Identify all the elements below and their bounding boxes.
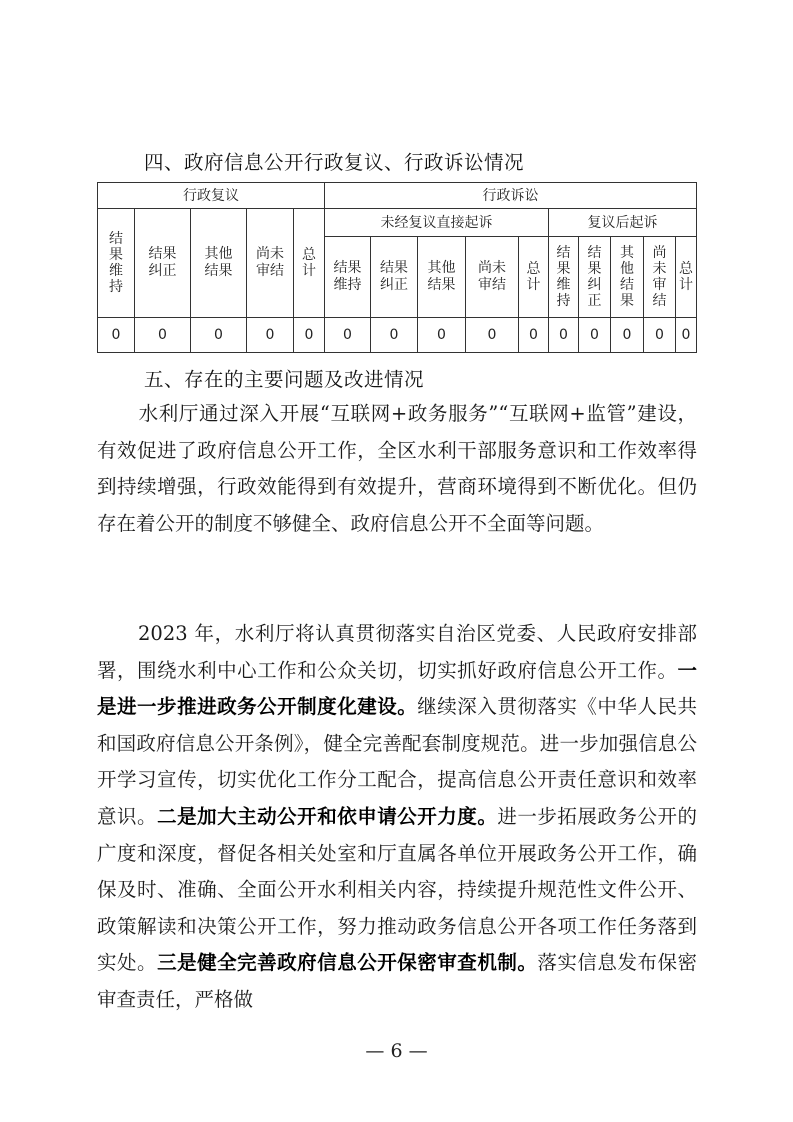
paragraph-improvements bbox=[97, 616, 697, 1019]
point-1-title: 一是进一步推进政务公开制度化建设。 bbox=[97, 658, 697, 719]
point-2-body: 进一步拓展政务公开的广度和深度，督促各相关处室和厅直属各单位开展政务公开工作，确保及时、准确、全面公开水利相关内容，持续提升规范性文件公开、政策解读和决策公开工作，努力推动政务信息公开各项工作任务落到实处。 bbox=[97, 804, 697, 975]
improvements-intro: 2023 年，水利厅将认真贯彻落实自治区党委、人民政府安排部署，围绕水利中心工作和公众关切，切实抓好政府信息公开工作。 bbox=[97, 622, 697, 682]
after-review-value-5: 0 bbox=[676, 318, 697, 353]
header-direct-litigation: 未经复议直接起诉 bbox=[325, 209, 549, 237]
after-review-value-2: 0 bbox=[579, 318, 611, 353]
direct-col-2: 结果纠正 bbox=[371, 237, 418, 318]
review-value-5: 0 bbox=[294, 318, 325, 353]
review-value-4: 0 bbox=[247, 318, 294, 353]
direct-value-1: 0 bbox=[325, 318, 371, 353]
header-administrative-review: 行政复议 bbox=[98, 183, 325, 209]
review-col-4: 尚未审结 bbox=[247, 209, 294, 318]
after-review-col-2: 结果纠正 bbox=[579, 237, 611, 318]
direct-col-5: 总计 bbox=[519, 237, 549, 318]
review-litigation-table bbox=[97, 182, 697, 353]
review-col-5: 总计 bbox=[294, 209, 325, 318]
direct-col-4: 尚未审结 bbox=[466, 237, 519, 318]
direct-value-2: 0 bbox=[371, 318, 418, 353]
after-review-value-1: 0 bbox=[549, 318, 579, 353]
after-review-col-5: 总计 bbox=[676, 237, 697, 318]
review-value-3: 0 bbox=[191, 318, 247, 353]
section-4-heading: 四、政府信息公开行政复议、行政诉讼情况 bbox=[144, 151, 525, 174]
paragraph-problems-text: 水利厅通过深入开展“互联网+政务服务”“互联网+监管”建设，有效促进了政府信息公开工作，全区水利干部服务意识和工作效率得到持续增强，行政效能得到有效提升，营商环境得到不断优化。但仍存在着公开的制度不够健全、政府信息公开不全面等问题。 bbox=[97, 402, 697, 535]
direct-value-4: 0 bbox=[466, 318, 519, 353]
point-2-title: 二是加大主动公开和依申请公开力度。 bbox=[157, 804, 498, 828]
header-administrative-litigation: 行政诉讼 bbox=[325, 183, 697, 209]
direct-col-1: 结果维持 bbox=[325, 237, 371, 318]
review-col-1: 结果维持 bbox=[98, 209, 135, 318]
table-row-values bbox=[98, 318, 697, 353]
after-review-col-1: 结果维持 bbox=[549, 237, 579, 318]
review-value-2: 0 bbox=[135, 318, 191, 353]
point-3-body: 落实信息发布保密审查责任，严格做 bbox=[97, 951, 697, 1011]
direct-col-3: 其他结果 bbox=[418, 237, 466, 318]
after-review-col-3: 其他结果 bbox=[611, 237, 644, 318]
paragraph-problems bbox=[97, 396, 697, 542]
section-5-heading: 五、存在的主要问题及改进情况 bbox=[144, 368, 425, 391]
review-value-1: 0 bbox=[98, 318, 135, 353]
after-review-value-3: 0 bbox=[611, 318, 644, 353]
header-litigation-after-review: 复议后起诉 bbox=[549, 209, 697, 237]
direct-value-3: 0 bbox=[418, 318, 466, 353]
point-1-body: 继续深入贯彻落实《中华人民共和国政府信息公开条例》，健全完善配套制度规范。进一步加强信息公开学习宣传，切实优化工作分工配合，提高信息公开责任意识和效率意识。 bbox=[97, 695, 697, 828]
review-col-2: 结果纠正 bbox=[135, 209, 191, 318]
after-review-col-4: 尚未审结 bbox=[644, 237, 676, 318]
review-col-3: 其他结果 bbox=[191, 209, 247, 318]
page-number: — 6 — bbox=[365, 1040, 428, 1062]
direct-value-5: 0 bbox=[519, 318, 549, 353]
after-review-value-4: 0 bbox=[644, 318, 676, 353]
point-3-title: 三是健全完善政府信息公开保密审查机制。 bbox=[157, 951, 538, 975]
